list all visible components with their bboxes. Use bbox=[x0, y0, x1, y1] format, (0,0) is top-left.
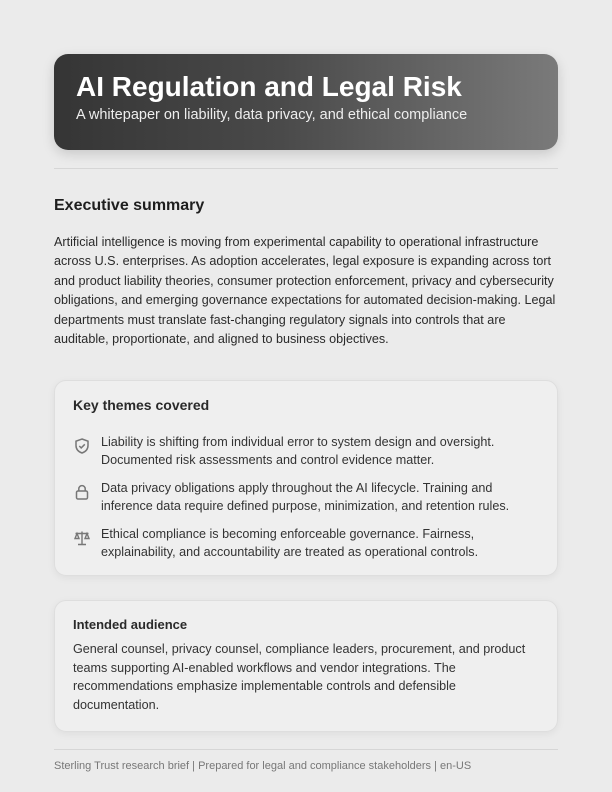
title-banner bbox=[54, 54, 558, 150]
card-heading: Key themes covered bbox=[73, 397, 210, 413]
theme-item: Liability is shifting from individual error to system design and oversight. Documented risk assessments and control evidence matter. bbox=[73, 433, 539, 469]
card-heading: Intended audience bbox=[73, 617, 188, 632]
footer-text: Sterling Trust research brief | Prepared for legal and compliance stakeholders | en-US bbox=[54, 760, 472, 772]
theme-item: Ethical compliance is becoming enforceable governance. Fairness, explainability, and accountability are treated as operational controls. bbox=[73, 525, 539, 561]
lock-icon bbox=[73, 483, 91, 501]
divider bbox=[54, 168, 558, 169]
divider bbox=[54, 749, 558, 750]
scales-icon bbox=[73, 529, 91, 547]
theme-item: Data privacy obligations apply throughout the AI lifecycle. Training and inference data require defined purpose, minimization, and retention rules. bbox=[73, 479, 539, 515]
page-title: AI Regulation and Legal Risk bbox=[76, 71, 462, 102]
audience-card bbox=[54, 600, 558, 732]
key-themes-card bbox=[54, 380, 558, 576]
audience-text: General counsel, privacy counsel, compliance leaders, procurement, and product teams supporting AI-enabled workflows and vendor integrations. The recommendations emphasize implementable controls and defensible documentation. bbox=[73, 642, 526, 712]
shield-check-icon bbox=[73, 437, 91, 455]
page-subtitle: A whitepaper on liability, data privacy, and ethical compliance bbox=[76, 107, 468, 123]
section-heading: Executive summary bbox=[54, 197, 205, 214]
summary-paragraph: Artificial intelligence is moving from experimental capability to operational infrastructure across U.S. enterprises. As adoption accelerates, legal exposure is expanding across tort and product liability theories, consumer protection enforcement, privacy and cybersecurity obligations, and emerging governance expectations for automated decision-making. Legal departments must translate fast-changing regulatory signals into controls that are auditable, proportionate, and aligned to business objectives. bbox=[54, 235, 556, 347]
